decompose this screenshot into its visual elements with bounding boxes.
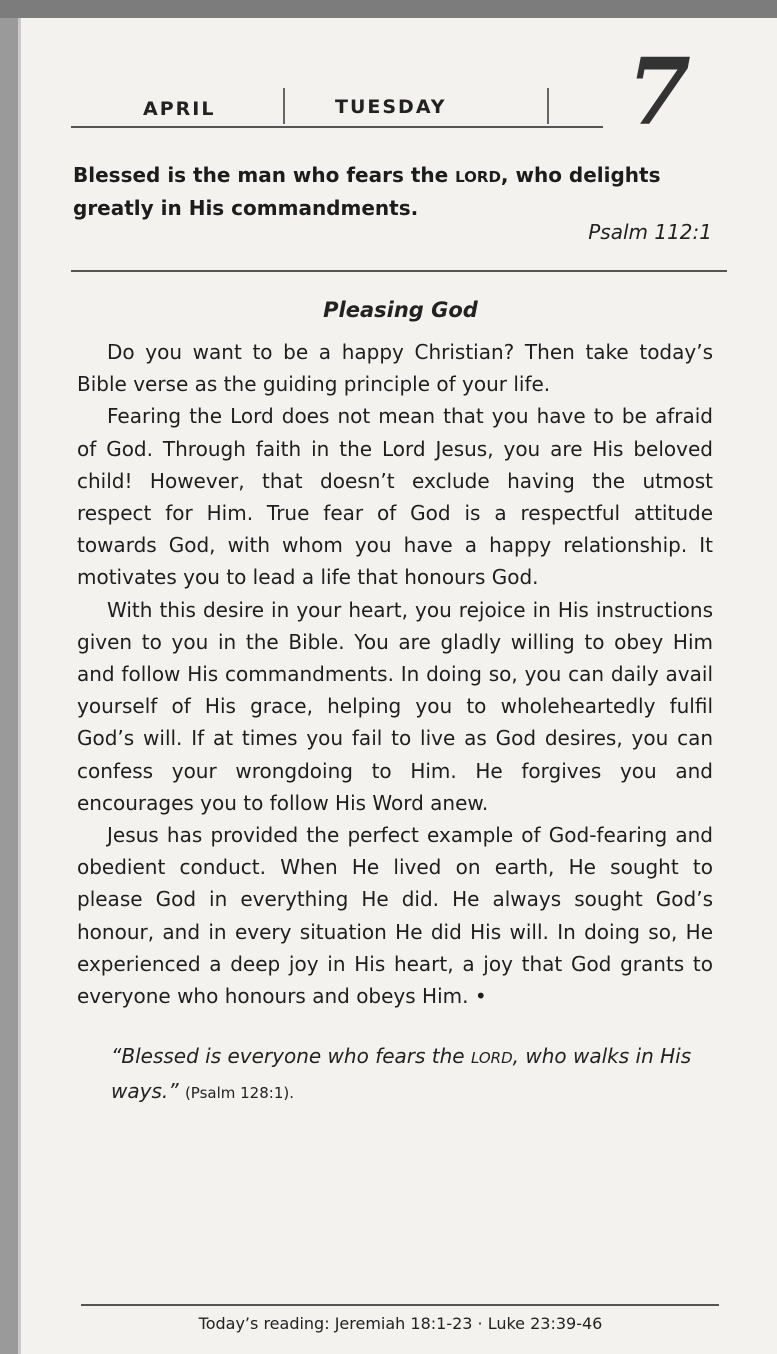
paragraph: Fearing the Lord does not mean that you have to be afraid of God. Through faith in the Lord Jesus, you are His beloved child! However, that doesn’t exclude having the utmost respect for Him. True fear of God is a respectful attitude towards God, with whom you have a happy relationship. It motivates you to lead a life that honours God. — [77, 404, 713, 590]
paragraph: Jesus has provided the perfect example of God-fearing and obedient conduct. When He lived on earth, He sought to please God in everything He did. He always sought God’s honour, and in every situation He did His will. In doing so, He experienced a deep joy in His heart, a joy that God grants to everyone who honours and obeys Him. • — [77, 823, 713, 1009]
page-top-shadow — [0, 0, 777, 18]
header-divider — [547, 88, 549, 124]
key-verse — [73, 160, 723, 224]
verse-reference: Psalm 112:1 — [588, 220, 712, 244]
footer-rule — [81, 1304, 719, 1306]
closing-quote — [111, 1040, 711, 1110]
devotional-page — [18, 18, 777, 1354]
header-rule — [71, 126, 603, 128]
quote-reference: (Psalm 128:1). — [184, 1084, 294, 1102]
verse-rule — [71, 270, 727, 272]
quote-text-end: , who walks in His ways.” — [111, 1044, 692, 1103]
verse-text-end: , who delights greatly in His commandments. — [73, 163, 661, 220]
day-number: 7 — [627, 38, 692, 146]
devotion-body — [77, 336, 713, 1012]
daily-reading: Today’s reading: Jeremiah 18:1-23 · Luke 23:39-46 — [198, 1314, 603, 1333]
paragraph: Do you want to be a happy Christian? Then take today’s Bible verse as the guiding principle of your life. — [77, 340, 713, 397]
quote-text: “Blessed is everyone who fears the — [111, 1044, 471, 1068]
page-header — [71, 80, 631, 126]
month-label: APRIL — [143, 98, 216, 120]
weekday-label: TUESDAY — [335, 96, 447, 118]
paragraph: With this desire in your heart, you rejoice in His instructions given to you in the Bible. You are gladly willing to obey Him and follow His commandments. In doing so, you can daily avail yourself of His grace, helping you to wholeheartedly fulfil God’s will. If at times you fail to live as God desires, you can confess your wrongdoing to Him. He forgives you and encourages you to follow His Word anew. — [77, 597, 713, 815]
header-divider — [283, 88, 285, 124]
verse-lord: LORD — [455, 168, 501, 186]
verse-text: Blessed is the man who fears the — [73, 163, 456, 187]
quote-lord: LORD — [470, 1049, 513, 1067]
devotion-title: Pleasing God — [323, 298, 478, 322]
